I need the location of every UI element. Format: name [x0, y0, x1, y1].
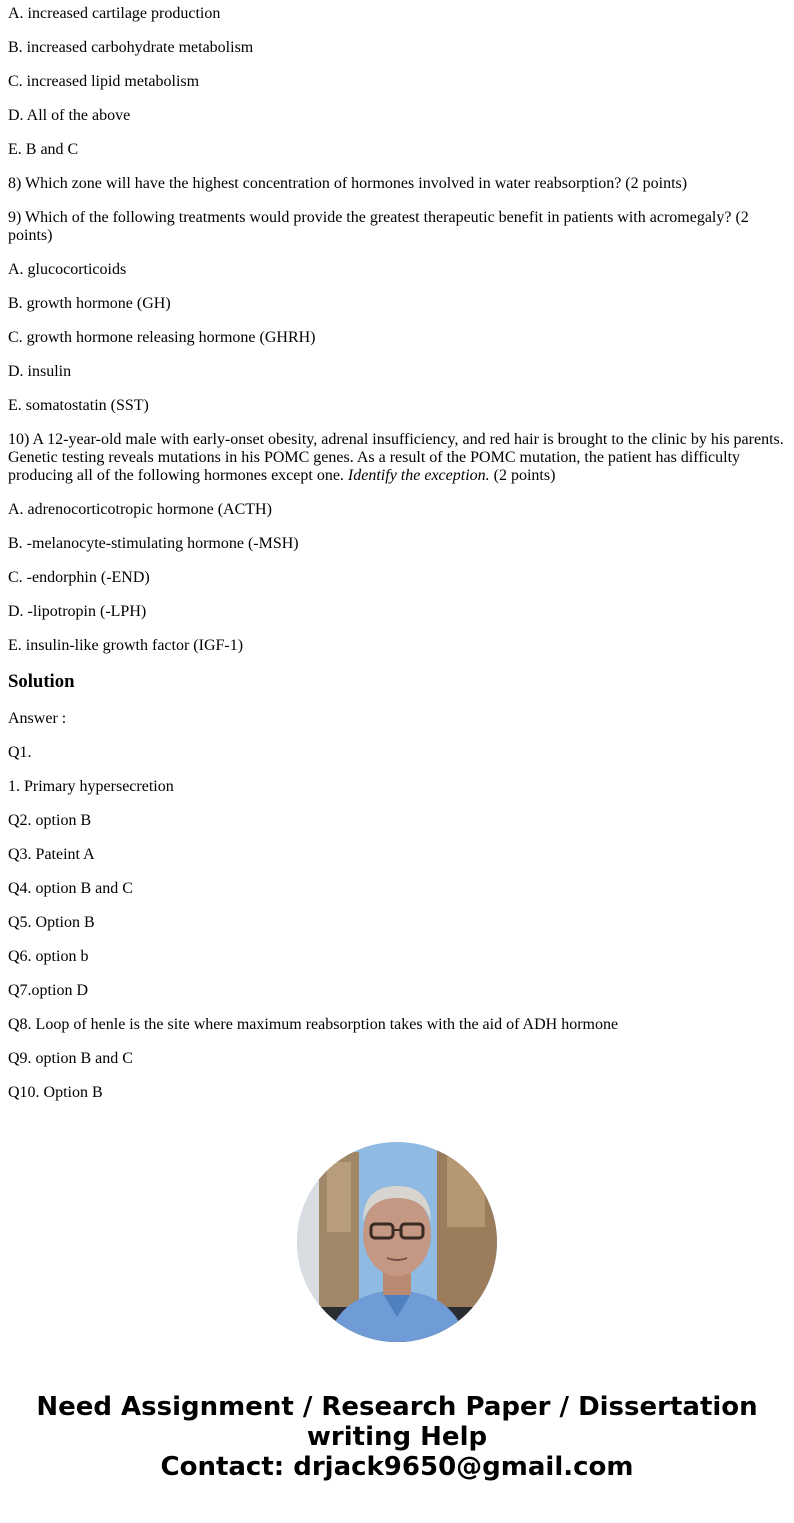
promo-line-1: Need Assignment / Research Paper / Dissertation — [36, 1392, 758, 1422]
q10-text-end: (2 points) — [489, 467, 556, 484]
q10-text-start: 10) A 12-year-old male with early-onset obesity, adrenal insufficiency, and red hair is brought to the clinic by his parents. Genetic testing reveals mutations in his POMC genes. As a result of the POMC mutation, the patient has difficulty producing all of the following hormones except one. — [8, 431, 784, 484]
solution-line: Q4. option B and C — [8, 880, 133, 897]
solution-line: 1. Primary hypersecretion — [8, 778, 174, 795]
q7-option-e: E. B and C — [8, 141, 79, 158]
q7-option-c: C. increased lipid metabolism — [8, 73, 200, 90]
solution-line: Answer : — [8, 710, 67, 727]
solution-line: Q8. Loop of henle is the site where maximum reabsorption takes with the aid of ADH hormone — [8, 1016, 619, 1033]
q10-option-d: D. -lipotropin (-LPH) — [8, 603, 147, 620]
solution-line: Q3. Pateint A — [8, 846, 95, 863]
solution-line: Q9. option B and C — [8, 1050, 133, 1067]
solution-line: Q7.option D — [8, 982, 88, 999]
q7-option-a: A. increased cartilage production — [8, 5, 221, 22]
q10-option-a: A. adrenocorticotropic hormone (ACTH) — [8, 501, 272, 518]
promo-banner — [0, 1392, 794, 1482]
q9-option-e: E. somatostatin (SST) — [8, 397, 149, 414]
author-avatar — [297, 1142, 497, 1342]
solution-line: Q1. — [8, 744, 32, 761]
q9-option-a: A. glucocorticoids — [8, 261, 127, 278]
q10-option-e: E. insulin-like growth factor (IGF-1) — [8, 637, 244, 654]
q9-option-c: C. growth hormone releasing hormone (GHRH) — [8, 329, 316, 346]
promo-contact: Contact: drjack9650@gmail.com — [160, 1452, 634, 1482]
q7-option-b: B. increased carbohydrate metabolism — [8, 39, 254, 56]
solution-heading: Solution — [8, 671, 75, 692]
q10-text-italic: Identify the exception. — [347, 467, 490, 484]
q10-option-c: C. -endorphin (-END) — [8, 569, 150, 586]
q7-option-d: D. All of the above — [8, 107, 131, 124]
q9-option-d: D. insulin — [8, 363, 72, 380]
solution-line: Q2. option B — [8, 812, 92, 829]
q9-question: 9) Which of the following treatments would provide the greatest therapeutic benefit in patients with acromegaly? (2 points) — [8, 209, 749, 244]
q8-question: 8) Which zone will have the highest concentration of hormones involved in water reabsorption? (2 points) — [8, 175, 688, 192]
solution-line: Q5. Option B — [8, 914, 95, 931]
q10-option-b: B. -melanocyte-stimulating hormone (-MSH) — [8, 535, 299, 552]
q10-question — [8, 431, 786, 485]
q9-option-b: B. growth hormone (GH) — [8, 295, 171, 312]
author-photo — [297, 1142, 497, 1342]
promo-line-2: writing Help — [306, 1422, 488, 1452]
solution-line: Q6. option b — [8, 948, 89, 965]
solution-line: Q10. Option B — [8, 1084, 103, 1101]
